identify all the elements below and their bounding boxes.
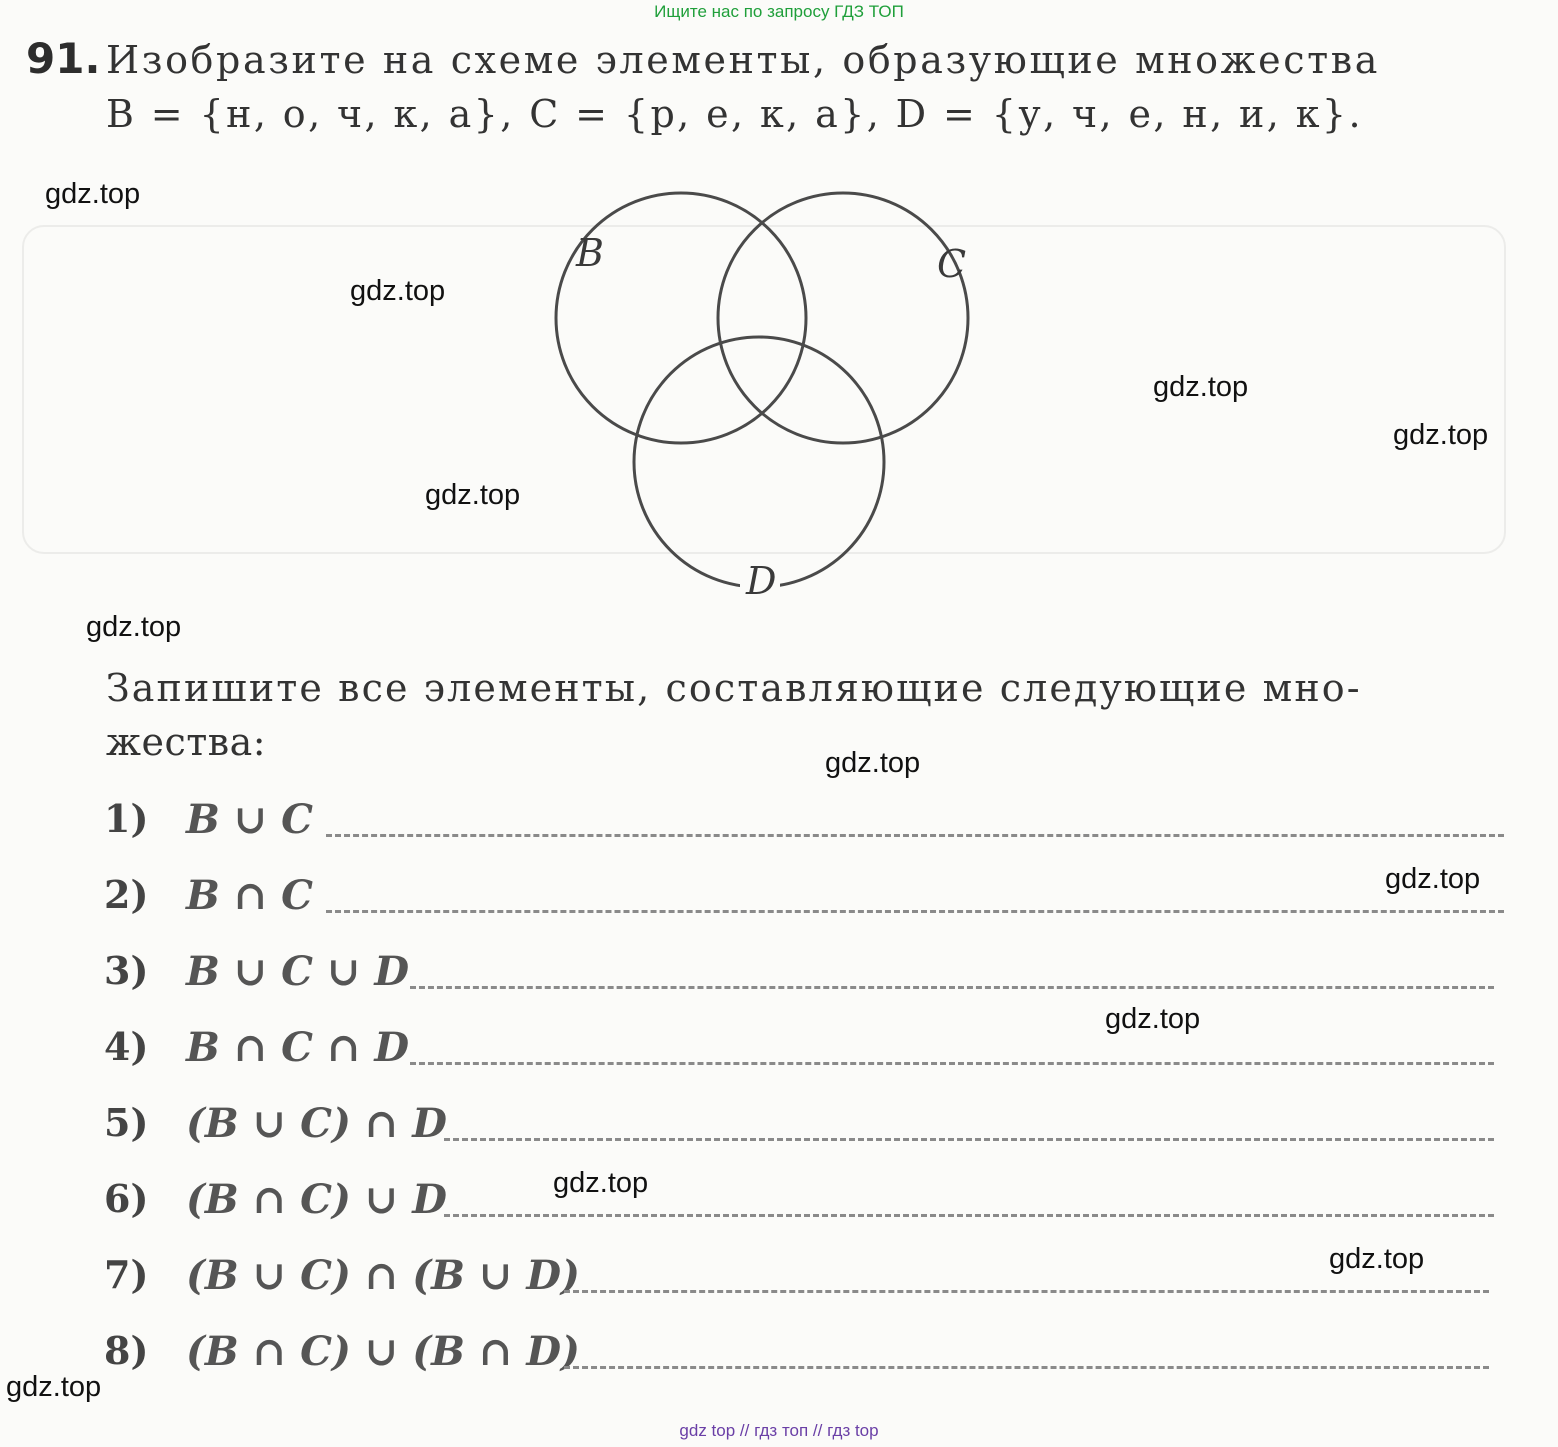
- item-expression: B ∪ C: [186, 796, 314, 843]
- answer-line[interactable]: [410, 986, 1494, 989]
- watermark: gdz.top: [45, 178, 141, 210]
- answer-line[interactable]: [444, 1214, 1494, 1217]
- watermark: gdz.top: [1393, 419, 1489, 451]
- item-label: 1): [104, 796, 149, 841]
- item-label: 7): [104, 1252, 149, 1297]
- item-expression: B ∩ C ∩ D: [186, 1024, 410, 1071]
- answer-line[interactable]: [410, 1062, 1494, 1065]
- problem-number: 91.: [26, 34, 101, 83]
- item-label: 2): [104, 872, 149, 917]
- answer-item: [104, 796, 1504, 856]
- watermark: gdz.top: [1153, 371, 1249, 403]
- answer-item: [104, 1100, 1494, 1160]
- circle-d: [634, 337, 884, 587]
- item-expression: (B ∩ C) ∪ (B ∩ D): [186, 1328, 580, 1375]
- watermark: gdz.top: [553, 1167, 649, 1199]
- answer-line[interactable]: [326, 910, 1504, 913]
- answer-line[interactable]: [444, 1138, 1494, 1141]
- watermark: gdz.top: [1105, 1003, 1201, 1035]
- watermark: gdz.top: [825, 747, 921, 779]
- item-label: 5): [104, 1100, 149, 1145]
- item-expression: B ∪ C ∪ D: [186, 948, 410, 995]
- watermark: gdz.top: [1385, 863, 1481, 895]
- answer-item: [104, 872, 1504, 932]
- footer-links[interactable]: gdz top // гдз топ // гдз top: [679, 1421, 879, 1440]
- answer-item: [104, 1252, 1489, 1312]
- item-expression: (B ∩ C) ∪ D: [186, 1176, 447, 1223]
- item-label: 8): [104, 1328, 149, 1373]
- watermark: gdz.top: [6, 1371, 102, 1403]
- answer-item: [104, 1176, 1494, 1236]
- header-search-link[interactable]: Ищите нас по запросу ГДЗ ТОП: [654, 2, 904, 21]
- item-expression: (B ∪ C) ∩ D: [186, 1100, 447, 1147]
- label-c: C: [937, 242, 967, 286]
- answer-item: [104, 948, 1494, 1008]
- item-label: 6): [104, 1176, 149, 1221]
- circle-c: [718, 193, 968, 443]
- item-expression: B ∩ C: [186, 872, 314, 919]
- label-b: B: [576, 231, 604, 275]
- answer-line[interactable]: [564, 1366, 1489, 1369]
- problem-text-line-2: B = {н, о, ч, к, а}, C = {р, е, к, а}, D = {у, ч, е, н, и, к}.: [106, 92, 1363, 136]
- venn-diagram: [540, 180, 990, 600]
- item-label: 4): [104, 1024, 149, 1069]
- watermark: gdz.top: [1329, 1243, 1425, 1275]
- watermark: gdz.top: [86, 611, 182, 643]
- instruction-line-1: Запишите все элементы, составляющие следующие мно-: [106, 666, 1362, 710]
- item-expression: (B ∪ C) ∩ (B ∪ D): [186, 1252, 580, 1299]
- answer-line[interactable]: [326, 834, 1504, 837]
- label-d: D: [746, 559, 777, 600]
- item-label: 3): [104, 948, 149, 993]
- problem-text-line-1: Изобразите на схеме элементы, образующие множества: [106, 38, 1381, 82]
- answer-line[interactable]: [564, 1290, 1489, 1293]
- answer-item: [104, 1024, 1494, 1084]
- instruction-line-2: жества:: [106, 720, 267, 764]
- watermark: gdz.top: [350, 275, 446, 307]
- watermark: gdz.top: [425, 479, 521, 511]
- answer-item: [104, 1328, 1489, 1388]
